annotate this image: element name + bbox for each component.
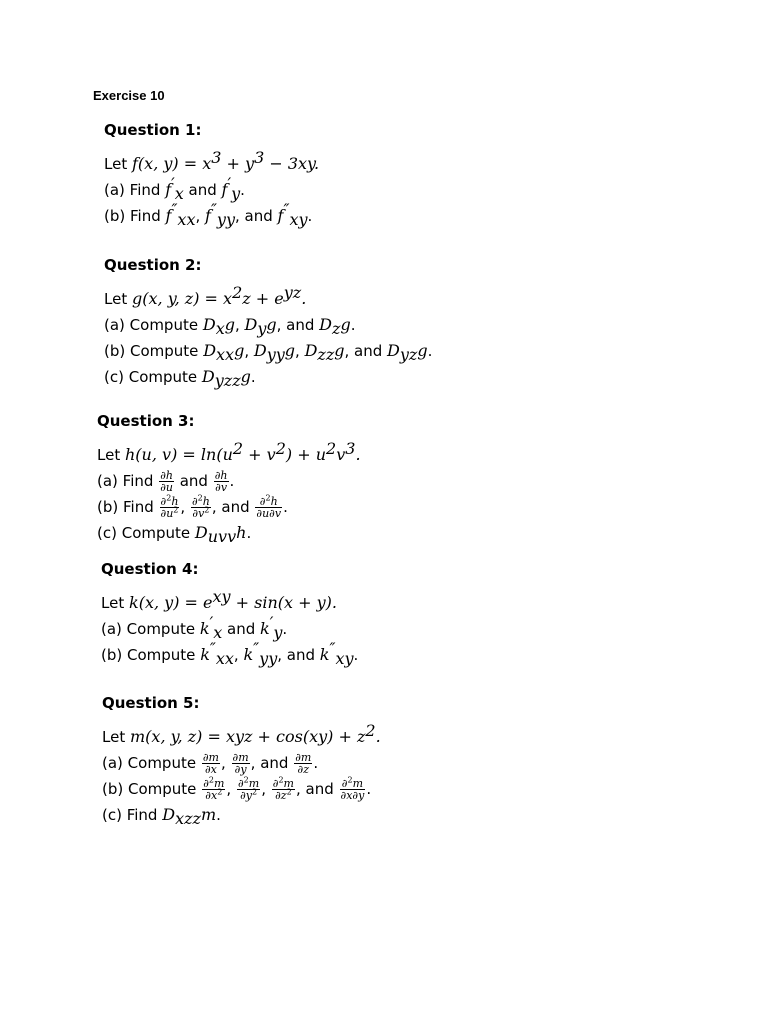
fraction: $\frac{\partial h}{\partial u}$	[160, 469, 173, 494]
question-part-a: (a) Compute $k'_x$ and $k'_y$.	[101, 613, 288, 642]
question-part-b: (b) Find $f''_{xx}$, $f''_{yy}$, and $f''_{xy}$.	[104, 200, 313, 229]
fraction: $\frac{\partial^2h}{\partial u^2}$	[160, 493, 179, 520]
question-heading: Question 2:	[104, 256, 202, 274]
question-part-b: (b) Compute $D_{xx}g$, $D_{yy}g$, $D_{zz}g$, and $D_{yz}g$.	[104, 341, 433, 364]
question-5	[102, 694, 381, 828]
question-part-a: (a) Find $\frac{\partial h}{\partial u}$ and $\frac{\partial h}{\partial v}$ .	[97, 469, 235, 494]
question-part-a: (a) Find $f'_x$ and $f'_y$.	[104, 174, 245, 203]
question-part-c: (c) Find $D_{xzz}m$.	[102, 805, 221, 828]
fraction: $\frac{\partial^2m}{\partial x\partial y}$	[340, 775, 365, 802]
fraction: $\frac{\partial^2m}{\partial z^2}$	[272, 775, 294, 802]
question-statement: Let m(x, y, z) = xyz + $\cos(xy) + z^2$.	[102, 721, 381, 746]
question-statement: Let g(x, y, $z) = x^2z + e^{yz}$.	[104, 283, 307, 308]
question-statement: Let k(x, $y) = e^{xy} + \sin(x + y)$.	[101, 587, 337, 612]
document-title: Exercise 10	[93, 88, 165, 103]
fraction: $\frac{\partial^2m}{\partial x^2}$	[203, 775, 225, 802]
question-part-c: (c) Compute $D_{uvv}h$.	[97, 523, 252, 546]
question-part-c: (c) Compute $D_{yzz}g$.	[104, 367, 256, 390]
question-part-a: (a) Compute $\frac{\partial m}{\partial x}$ , $\frac{\partial m}{\partial y}$ , and $\frac{\partial m}{\partial z}$ .	[102, 751, 319, 776]
question-part-b: (b) Find $\frac{\partial^2h}{\partial u^2}$ , $\frac{\partial^2h}{\partial v^2}$ , and $\frac{\partial^2h}{\partial u\partial v}$ .	[97, 493, 288, 520]
fraction: $\frac{\partial^2m}{\partial y^2}$	[237, 775, 260, 802]
fraction: $\frac{\partial^2h}{\partial v^2}$	[191, 493, 210, 520]
fraction: $\frac{\partial m}{\partial x}$	[202, 751, 219, 776]
question-heading: Question 3:	[97, 412, 195, 430]
fraction: $\frac{\partial^2h}{\partial u\partial v}$	[256, 493, 282, 520]
fraction: $\frac{\partial h}{\partial v}$	[214, 469, 228, 494]
question-part-a: (a) Compute $D_xg$, $D_yg$, and $D_zg$.	[104, 315, 356, 338]
question-1	[104, 121, 319, 229]
fraction: $\frac{\partial m}{\partial z}$	[295, 751, 312, 776]
question-heading: Question 4:	[101, 560, 199, 578]
question-statement: Let f(x, $y) = x^3 + y^3 - 3xy$.	[104, 148, 320, 173]
question-heading: Question 1:	[104, 121, 202, 139]
question-3	[97, 412, 361, 546]
question-part-b: (b) Compute $\frac{\partial^2m}{\partial x^2}$ , $\frac{\partial^2m}{\partial y^2}$ , $\frac{\partial^2m}{\partial z^2}$ , and $\frac{\partial^2m}{\partial x\partial y}$ .	[102, 775, 372, 802]
question-2	[104, 256, 432, 390]
question-heading: Question 5:	[102, 694, 200, 712]
question-4	[101, 560, 358, 668]
fraction: $\frac{\partial m}{\partial y}$	[232, 751, 249, 776]
question-statement: Let h(u, $v) = \ln(u^2 + v^2) + u^2v^3$.	[97, 439, 361, 464]
question-part-b: (b) Compute $k''_{xx}$, $k''_{yy}$, and $k''_{xy}$.	[101, 639, 359, 668]
